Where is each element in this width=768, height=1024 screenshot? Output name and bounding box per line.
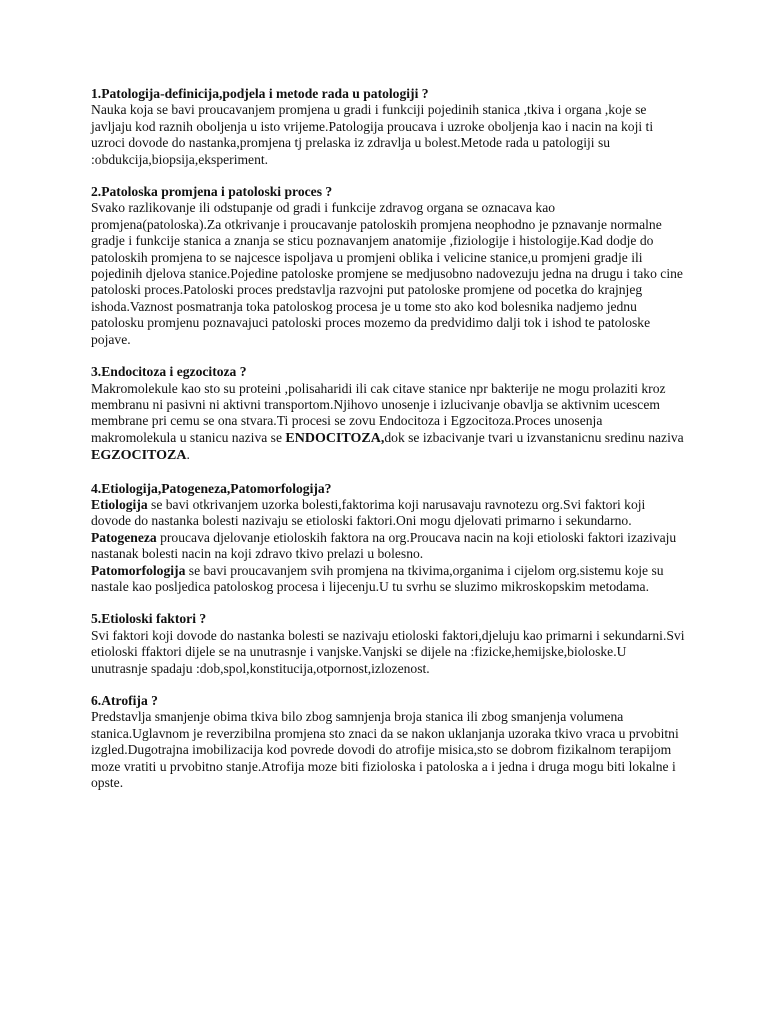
section-body: Predstavlja smanjenje obima tkiva bilo zbog samnjenja broja stanica ili zbog smanjenja volumena stanica.Uglavnom je reverzibilna promjena sto znaci da se nakon uklanjanja uzoraka tkivo vraca u prvobitni izgled.Dugotrajna imobilizacija kod povrede dovodi do atrofije misica,sto se dobrom fizikalnom terapijom moze vratiti u prvobitno stanje.Atrofija moze biti fizioloska i patoloska a i jedna i druga mogu biti lokalne i opste. [91,709,679,791]
section-etiologija [91,481,686,596]
section-endocitoza [91,364,686,464]
section-heading: 1.Patologija-definicija,podjela i metode rada u patologiji ? [91,86,429,101]
section-etioloski-faktori [91,611,686,677]
definition-text: proucava djelovanje etioloskih faktora na org.Proucava nacin na koji etioloski faktori izazivaju nastanak bolesti nacin na koji zdravo tkivo prelazi u bolesno. [91,529,677,562]
body-text: dok se izbacivanje tvari u izvanstanicnu sredinu naziva [384,429,684,445]
term-label: Patomorfologija [91,562,186,578]
definition-patomorfologija [91,563,686,596]
section-patologija [91,86,686,168]
term-endocitoza: ENDOCITOZA, [285,430,385,446]
section-patoloska-promjena [91,184,686,348]
term-egzocitoza: EGZOCITOZA [91,448,187,464]
body-text: Makromolekule kao sto su proteini ,polisaharidi ili cak citave stanice npr bakterije ne mogu prolaziti kroz membranu ni pasivni ni aktivni transportom.Njihovo unosenje i izlucivanje obavlja se aktivnim ucescem membrane pri cemu se ona stvara.Ti procesi se zovu Endocitoza i Egzocitoza.Proces unosenja makromolekula u stanicu naziva se [91,380,666,445]
body-text: . [186,447,190,463]
term-label: Patogeneza [91,529,157,545]
section-heading: 6.Atrofija ? [91,693,158,708]
definition-etiologija [91,497,686,530]
section-heading: 5.Etioloski faktori ? [91,611,207,627]
term-label: Etiologija [91,496,148,512]
section-heading: 3.Endocitoza i egzocitoza ? [91,364,247,380]
definition-text: se bavi otkrivanjem uzorka bolesti,faktorima koji narusavaju ravnotezu org.Svi faktori koji dovode do nastanka bolesti nazivaju se etioloski faktori.Oni mogu djelovati primarno i sekundarno. [91,496,646,529]
section-heading: 2.Patoloska promjena i patoloski proces ? [91,184,333,200]
section-body: Svako razlikovanje ili odstupanje od gradi i funkcije zdravog organa se oznacava kao promjena(patoloska).Za otkrivanje i proucavanje patoloskih promjena neophodno je pznavanje normalne gradje i funkcije stanica a znanja se sticu poznavanjem anatomije ,fiziologije i histologije.Kad dodje do patoloskih promjena to se najcesce ispoljava u promjeni oblika i velicine stanice,u promjeni gradje ili pojedinih djelova stanice.Pojedine patoloske promjene se medjusobno nadovezuju jedna na drugu i tako cine patoloski proces.Patoloski proces predstavlja razvojni put patoloske promjene od pocetka do krajnjeg ishoda.Vaznost posmatranja toka patoloskog procesa je u tome sto ako kod bolesnika nadjemo jednu patolosku promjenu poznavajuci patoloski proces mozemo da predvidimo dalji tok i ishod te patoloske pojave. [91,200,683,347]
definition-patogeneza [91,530,686,563]
section-body [91,381,686,465]
section-heading: 4.Etiologija,Patogeneza,Patomorfologija? [91,480,332,496]
definition-text: se bavi proucavanjem svih promjena na tkivima,organima i cijelom org.sistemu koje su nastale kao posljedica patoloskog procesa i lijecenju.U tu svrhu se sluzimo mikroskopskim metodama. [91,562,664,594]
section-body: Svi faktori koji dovode do nastanka bolesti se nazivaju etioloski faktori,djeluju kao primarni i sekundarni.Svi etioloski ffaktori dijele se na unutrasnje i vanjske.Vanjski se dijele na :fizicke,hemijske,bioloske.U unutrasnje spadaju :dob,spol,konstitucija,otpornost,izlozenost. [91,627,685,676]
section-atrofija [91,693,686,791]
section-body: Nauka koja se bavi proucavanjem promjena u gradi i funkciji pojedinih stanica ,tkiva i organa ,koje se javljaju kod raznih oboljenja u isto vrijeme.Patologija proucava i uzroke oboljenja kao i nacin na koji ti uzroci dovode do nastanka,promjena tj prelaska iz zdravlja u bolest.Metode rada u patologiji su :obdukcija,biopsija,eksperiment. [91,102,654,167]
